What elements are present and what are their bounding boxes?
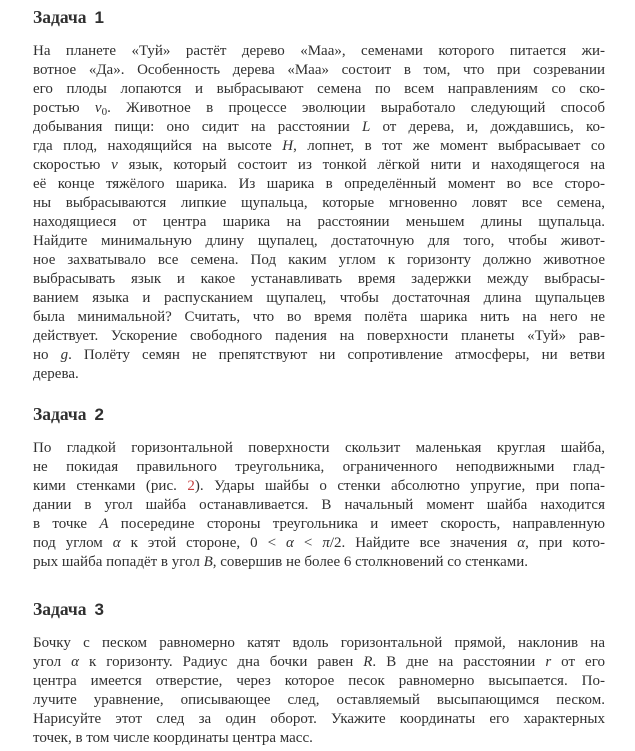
text-run: . Животное в процессе эволюции выработало следующий способ (107, 100, 605, 116)
problem-1-heading-number: 1 (94, 8, 104, 27)
math-variable: α (517, 535, 526, 551)
math-variable: α (112, 535, 121, 551)
text-run: ны выбрасываются липкие щупальца, которые мгновенно ловят все семена, (33, 195, 605, 211)
problem-2-section (33, 404, 605, 572)
text-line (33, 439, 605, 458)
problem-3-body (33, 634, 605, 748)
text-run: в точке (33, 516, 100, 532)
problem-2-body (33, 439, 605, 572)
text-run: дании в угол шайба останавливается. В начальный момент шайба находится (33, 497, 605, 513)
text-run: не покидая правильного треугольника, ограниченного неподвижными глад- (33, 459, 605, 475)
math-variable: B (203, 554, 213, 570)
text-run: его плоды лопаются и выбрасывают семена по всем направлениям со ско- (33, 81, 605, 97)
text-line (33, 118, 605, 137)
text-run: к горизонту. Радиус дна бочки равен (78, 654, 364, 670)
text-run: выбрасывать язык и какое устанавливать время задержки между выбрасы- (33, 271, 605, 287)
text-run: но (33, 347, 61, 363)
text-run: ное захватывало все семена. Под каким углом к горизонту должно животное (33, 252, 605, 268)
text-run: под углом (33, 535, 113, 551)
text-run: язык, который состоит из тонкой лёгкой нити и находящегося на (117, 157, 605, 173)
text-run: . В дне на расстоянии (372, 654, 546, 670)
text-run: гда плод, находящийся на высоте (33, 138, 283, 154)
text-line (33, 156, 605, 175)
math-variable: v (111, 157, 118, 173)
math-variable: r (545, 654, 552, 670)
text-line (33, 61, 605, 80)
text-run: дерева. (33, 366, 79, 382)
problem-1-heading (33, 7, 605, 28)
text-run: центра имеется отверстие, через которое песок равномерно высыпается. По- (33, 673, 605, 689)
text-line (33, 289, 605, 308)
text-run: ). Удары шайбы о стенки абсолютно упругие, при попа- (194, 478, 605, 494)
text-line (33, 213, 605, 232)
text-run: к этой стороне, 0 < (120, 535, 287, 551)
text-line (33, 672, 605, 691)
text-run: от дерева, и, дождавшись, ко- (370, 119, 605, 135)
problem-1-section (33, 7, 605, 384)
math-variable: α (71, 654, 79, 670)
text-run: На планете «Туй» растёт дерево «Маа», семенами которого питается жи- (33, 43, 605, 59)
text-line (33, 346, 605, 365)
math-variable: g (60, 347, 69, 363)
text-line (33, 515, 605, 534)
text-run: от его (551, 654, 605, 670)
math-variable: α (286, 535, 294, 551)
math-variable: v (94, 100, 102, 116)
text-run: вотное «Да». Особенность дерева «Маа» состоит в том, что при созревании (33, 62, 605, 78)
text-run: , при кото- (525, 535, 605, 551)
math-variable: π (322, 535, 330, 551)
problem-3-heading (33, 599, 605, 620)
text-line (33, 496, 605, 515)
text-run: < (293, 535, 323, 551)
figure-reference-link[interactable]: 2 (187, 478, 195, 494)
text-line (33, 458, 605, 477)
math-variable: H (282, 138, 294, 154)
text-line (33, 553, 605, 572)
text-run: , лопнет, в тот же момент выбрасывает со (293, 138, 605, 154)
text-line (33, 175, 605, 194)
text-run: её конце тяжёлого шарика. Из шарика в определённый момент во все сторо- (33, 176, 605, 192)
text-run: была минимальной? Считать, что во время полёта шарика нить на него не (33, 309, 605, 325)
problem-3-heading-word: Задача (33, 599, 87, 619)
text-run: посередине стороны треугольника и имеет скорость, направленную (108, 516, 605, 532)
text-run: , совершив не более 6 столкновений со стенками. (212, 554, 529, 570)
text-run: точек, в том числе координаты центра масс. (33, 730, 313, 746)
text-run: находящиеся от центра шарика на расстоянии меньшем длины щупальца. (33, 214, 605, 230)
text-line (33, 194, 605, 213)
text-run: ванием языка и распусканием щупалец, чтобы достаточная длина щупальцев (33, 290, 605, 306)
problem-3-section (33, 599, 605, 748)
text-run: действует. Ускорение свободного падения на поверхности планеты «Туй» рав- (33, 328, 605, 344)
math-subscript: 0 (101, 106, 108, 118)
text-line (33, 534, 605, 553)
text-run: ростью (33, 100, 95, 116)
text-line (33, 232, 605, 251)
problem-1-body (33, 42, 605, 384)
math-variable: L (361, 119, 371, 135)
text-line (33, 137, 605, 156)
text-run: угол (33, 654, 72, 670)
text-line (33, 691, 605, 710)
text-run: По гладкой горизонтальной поверхности скользит маленькая круглая шайба, (33, 440, 605, 456)
text-line (33, 477, 605, 496)
text-run: добывания пищи: оно сидит на расстоянии (33, 119, 362, 135)
text-line (33, 80, 605, 99)
text-run: Найдите минимальную длину щупалец, достаточную для того, чтобы живот- (33, 233, 605, 249)
text-line (33, 634, 605, 653)
text-line (33, 99, 605, 118)
text-run: Бочку с песком равномерно катят вдоль горизонтальной прямой, наклонив на (33, 635, 605, 651)
text-line (33, 251, 605, 270)
text-line (33, 270, 605, 289)
text-run: рых шайба попадёт в угол (33, 554, 204, 570)
text-line (33, 710, 605, 729)
text-run: скоростью (33, 157, 112, 173)
math-variable: A (99, 516, 109, 532)
text-line (33, 653, 605, 672)
text-line (33, 729, 605, 748)
text-line (33, 308, 605, 327)
problem-2-heading-word: Задача (33, 404, 87, 424)
text-line (33, 42, 605, 61)
text-run: Нарисуйте этот след за один оборот. Укажите координаты его характерных (33, 711, 605, 727)
problem-1-heading-word: Задача (33, 7, 87, 27)
text-line (33, 327, 605, 346)
text-run: лучите уравнение, описывающее след, оставляемый высыпающимся песком. (33, 692, 605, 708)
math-variable: R (363, 654, 373, 670)
text-run: . Полёту семян не препятствуют ни сопротивление атмосферы, ни ветви (68, 347, 605, 363)
text-run: кими стенками (рис. (33, 478, 188, 494)
problem-2-heading-number: 2 (94, 405, 104, 424)
text-run: /2. Найдите все значения (329, 535, 518, 551)
problem-3-heading-number: 3 (94, 600, 104, 619)
problem-2-heading (33, 404, 605, 425)
text-line (33, 365, 605, 384)
